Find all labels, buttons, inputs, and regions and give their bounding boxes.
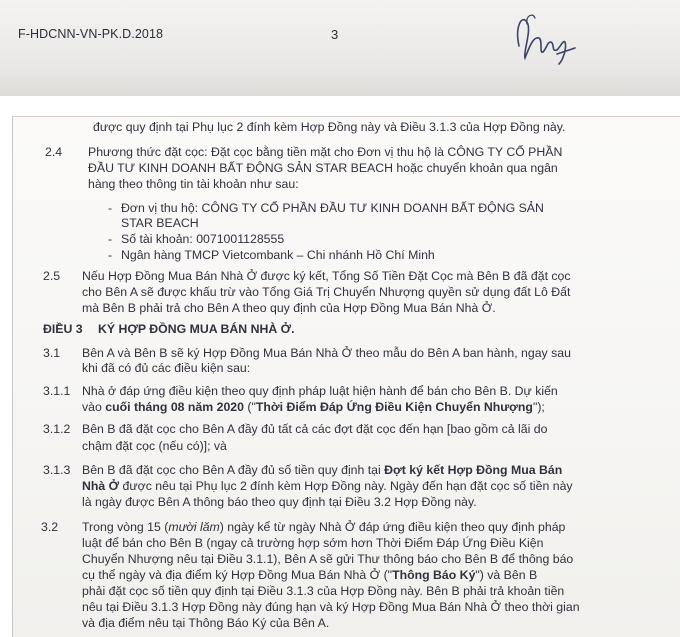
bullet: - [108,201,113,215]
text-line: Số tài khoản: 0071001128555 [121,232,285,246]
text-line: hàng theo thông tin tài khoản như sau: [88,177,299,191]
text-line: phải đặt cọc số tiền quy định tại Điều 3.1.3 của Hợp Đồng này. Bên B phải trả khoản tiền [82,584,565,598]
text-line: vào cuối tháng 08 năm 2020 ("Thời Điểm Đáp Ứng Điều Kiện Chuyển Nhượng"); [82,400,545,414]
text-line: ĐẦU TƯ KINH DOANH BẤT ĐỘNG SẢN STAR BEACH hoặc chuyển khoản qua ngân [88,161,558,175]
text-line: nêu tại Điều 3.1.3 Hợp Đồng này đúng hạn và ký Hợp Đồng Mua Bán Nhà Ở theo thời gian [82,600,580,614]
text-line: Đơn vị thu hộ: CÔNG TY CỔ PHẦN ĐẦU TƯ KINH DOANH BẤT ĐỘNG SẢN [121,201,544,215]
text-line: khi đã có đủ các điều kiện sau: [82,361,251,375]
text-line: Bên B đã đặt cọc cho Bên A đầy đủ tất cả các đợt đặt cọc đến hạn [bao gồm cả lãi do [82,422,548,436]
text-line: Phương thức đặt cọc: Đặt cọc bằng tiền mặt cho Đơn vị thu hộ là CÔNG TY CỔ PHẦN [88,145,563,159]
bullet: - [108,248,113,262]
text-line: được quy định tại Phụ lục 2 đính kèm Hợp Đồng này và Điều 3.1.3 của Hợp Đồng này. [93,120,566,134]
text-line: mà Bên B phải trả cho Bên A theo quy định của Hợp Đồng Mua Bán Nhà Ở. [82,301,496,315]
text-line: cho Bên A sẽ được khấu trừ vào Tổng Giá Trị Chuyển Nhượng quyền sử dụng đất Lô Đất [82,285,571,299]
text-line: Bên A và Bên B sẽ ký Hợp Đồng Mua Bán Nhà Ở theo mẫu do Bên A ban hành, ngay sau [82,346,571,360]
text-line: Nhà Ở được nêu tại Phụ lục 2 đính kèm Hợp Đồng này. Ngày đến hạn đặt cọc số tiền này [82,479,573,493]
text-line: chậm đặt cọc (nếu có)]; và [82,439,227,453]
text-line: cụ thể ngày và địa điểm ký Hợp Đồng Mua Bán Nhà Ở ("Thông Báo Ký") và Bên B [82,568,538,582]
text-line: luật để bán cho Bên B (ngay cả trường hợp sớm hơn Thời Điểm Đáp Ứng Điều Kiện [82,536,544,550]
text-line: Nếu Hợp Đồng Mua Bán Nhà Ở được ký kết, Tổng Số Tiền Đặt Cọc mà Bên B đã đặt cọc [82,269,571,283]
handwritten-signature [505,8,580,66]
clause-number-3-2: 3.2 [41,520,59,534]
text-line: Trong vòng 15 (mười lăm) ngày kể từ ngày Nhà Ở đáp ứng điều kiện theo quy định pháp [82,520,566,534]
article-label: ĐIỀU 3 [43,322,83,336]
text-line: Ngân hàng TMCP Vietcombank – Chi nhánh Hồ Chí Minh [121,248,435,262]
text-line: là ngày được Bên A thông báo theo quy định tại Điều 3.2 Hợp Đồng này. [82,495,477,509]
article-title: KÝ HỢP ĐỒNG MUA BÁN NHÀ Ở. [98,322,295,336]
page-gap [0,96,680,116]
clause-number-2-4: 2.4 [45,145,63,159]
bullet: - [108,232,113,246]
clause-number-2-5: 2.5 [43,269,61,283]
text-line: Bên B đã đặt cọc cho Bên A đầy đủ số tiền quy định tại Đợt ký kết Hợp Đồng Mua Bán [82,463,563,477]
page-number: 3 [331,27,339,42]
text-line: STAR BEACH [121,216,199,230]
previous-page-footer [0,0,680,96]
clause-number-3-1: 3.1 [43,346,61,360]
contract-page [12,116,680,637]
document-code: F-HDCNN-VN-PK.D.2018 [18,27,164,41]
clause-number-3-1-2: 3.1.2 [43,422,71,436]
text-line: Chuyển Nhượng nêu tại Điều 3.1.1), Bên A sẽ gửi Thư thông báo cho Bên B để thông báo [82,552,574,566]
text-line: Nhà ở đáp ứng điều kiện theo quy định pháp luật hiện hành để bán cho Bên B. Dự kiến [82,384,558,398]
clause-number-3-1-3: 3.1.3 [43,463,71,477]
text-line: và địa điểm nêu tại Thông Báo Ký của Bên A. [82,616,330,630]
clause-number-3-1-1: 3.1.1 [43,384,71,398]
